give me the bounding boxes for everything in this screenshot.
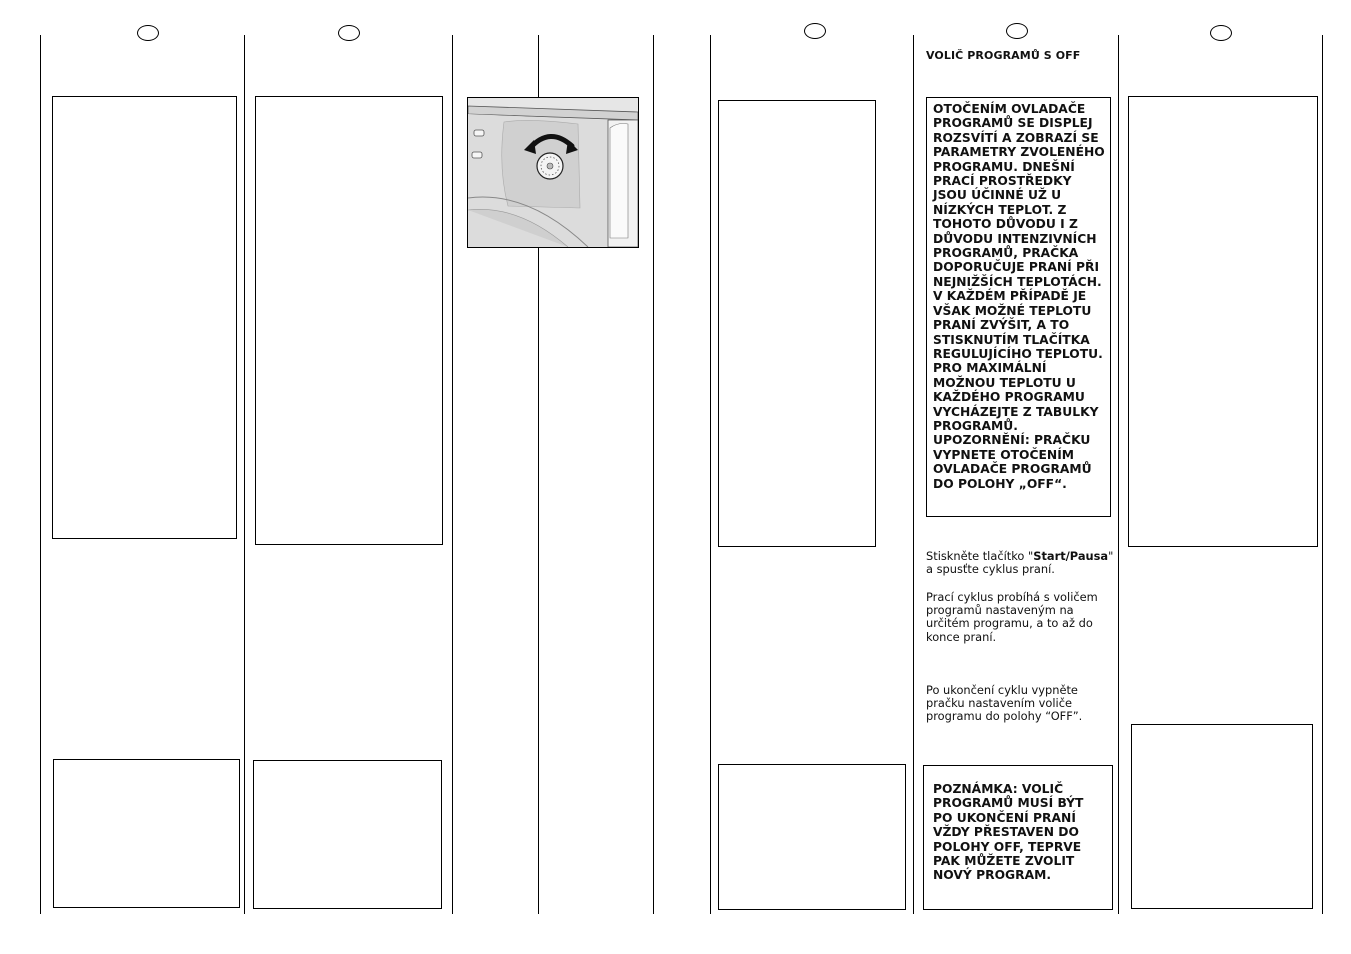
column-divider — [913, 35, 914, 914]
start-instruction — [926, 550, 1116, 576]
note-box-text: POZNÁMKA: VOLIČ PROGRAMŮ MUSÍ BÝT PO UKONČENÍ PRANÍ VŽDY PŘESTAVEN DO POLOHY OFF, TEPRVE PAK MŮŽETE ZVOLIT NOVÝ PROGRAM. — [933, 782, 1084, 883]
empty-text-frame — [52, 96, 237, 539]
column-divider — [244, 35, 245, 914]
section-heading: VOLIČ PROGRAMŮ S OFF — [926, 49, 1081, 62]
column-divider — [653, 35, 654, 914]
empty-note-frame — [1131, 724, 1313, 909]
empty-text-frame — [255, 96, 443, 545]
cycle-paragraph: Prací cyklus probíhá s voličem programů nastaveným na určitém programu, a to až do konce praní. — [926, 590, 1098, 644]
program-dial-illustration — [467, 97, 639, 248]
empty-note-frame — [253, 760, 442, 909]
language-marker-circle — [804, 23, 826, 39]
language-marker-circle — [137, 25, 159, 41]
column-divider — [40, 35, 41, 914]
empty-note-frame — [53, 759, 240, 908]
column-divider — [710, 35, 711, 914]
column-divider — [1118, 35, 1119, 914]
empty-text-frame — [718, 100, 876, 547]
language-marker-circle — [1210, 25, 1232, 41]
note-box — [923, 765, 1113, 910]
end-paragraph: Po ukončení cyklu vypněte pračku nastavením voliče programu do polohy “OFF”. — [926, 683, 1083, 724]
column-divider — [452, 35, 453, 914]
column-divider — [1322, 35, 1323, 914]
start-instruction-suffix: " a spusťte cyklus praní. — [926, 549, 1114, 577]
language-marker-circle — [338, 25, 360, 41]
program-dial-rotate-icon — [468, 98, 638, 247]
start-pause-button-label: Start/Pausa — [1033, 549, 1109, 563]
start-instruction-prefix: Stiskněte tlačítko " — [926, 549, 1034, 563]
language-marker-circle — [1006, 23, 1028, 39]
info-box — [926, 97, 1111, 517]
info-box-text: OTOČENÍM OVLADAČE PROGRAMŮ SE DISPLEJ ROZSVÍTÍ A ZOBRAZÍ SE PARAMETRY ZVOLENÉHO PROGRAMU. DNEŠNÍ PRACÍ PROSTŘEDKY JSOU ÚČINNÉ UŽ U NÍZKÝCH TEPLOT. Z TOHOTO DŮVODU I Z DŮVODU INTENZIVNÍCH PROGRAMŮ, PRAČKA DOPORUČUJE PRANÍ PŘI NEJNIŽŠÍCH TEPLOTÁCH. V KAŽDÉM PŘÍPADĚ JE VŠAK MOŽNÉ TEPLOTU PRANÍ ZVÝŠIT, A TO STISKNUTÍM TLAČÍTKA REGULUJÍCÍHO TEPLOTU. PRO MAXIMÁLNÍ MOŽNOU TEPLOTU U KAŽDÉHO PROGRAMU VYCHÁZEJTE Z TABULKY PROGRAMŮ. UPOZORNĚNÍ: PRAČKU VYPNETE OTOČENÍM OVLADAČE PROGRAMŮ DO POLOHY „OFF“. — [933, 102, 1105, 491]
empty-note-frame — [718, 764, 906, 910]
empty-text-frame — [1128, 96, 1318, 547]
